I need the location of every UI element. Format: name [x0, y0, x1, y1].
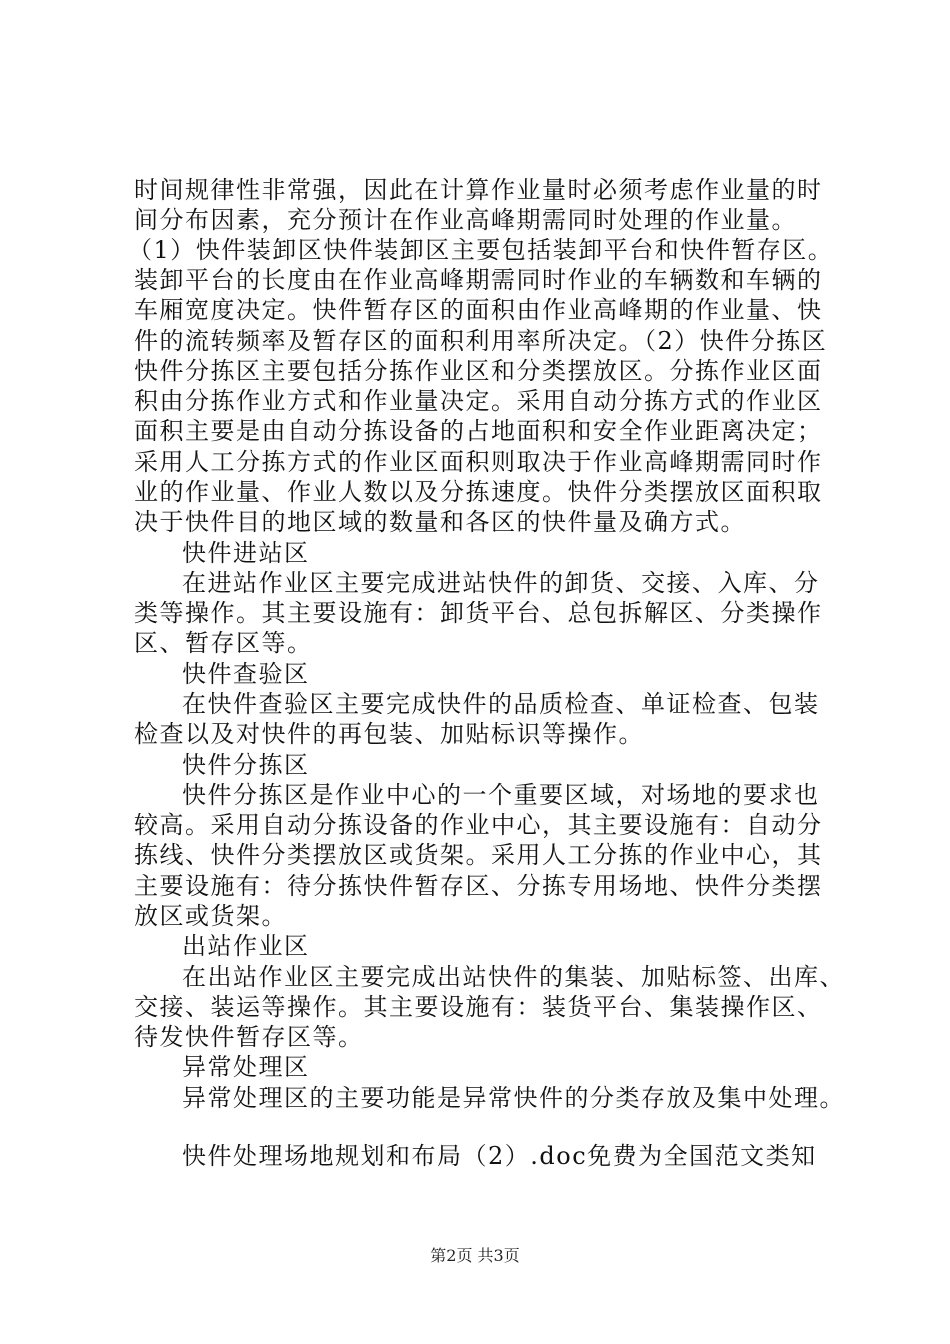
- section-heading: 快件分拣区: [182, 751, 310, 779]
- section-heading: 快件查验区: [182, 660, 310, 688]
- body-text-line: 主要设施有：待分拣快件暂存区、分拣专用场地、快件分类摆: [134, 872, 823, 900]
- body-text-line: 间分布因素，充分预计在作业高峰期需同时处理的作业量。: [134, 206, 797, 234]
- body-text-line: 时间规律性非常强，因此在计算作业量时必须考虑作业量的时: [134, 176, 823, 204]
- body-text-line: 较高。采用自动分拣设备的作业中心，其主要设施有：自动分: [134, 811, 823, 839]
- body-text-line: 待发快件暂存区等。: [134, 1023, 364, 1051]
- body-text-line: 车厢宽度决定。快件暂存区的面积由作业高峰期的作业量、快: [134, 296, 823, 324]
- document-source-line: 快件处理场地规划和布局（2）.doc免费为全国范文类知: [182, 1142, 817, 1170]
- body-text-line: 区、暂存区等。: [134, 629, 313, 657]
- body-text-line: 快件分拣区是作业中心的一个重要区域，对场地的要求也: [182, 781, 820, 809]
- body-text-line: 检查以及对快件的再包装、加贴标识等操作。: [134, 720, 644, 748]
- body-text-line: 异常处理区的主要功能是异常快件的分类存放及集中处理。: [182, 1084, 845, 1112]
- body-text-line: （1）快件装卸区快件装卸区主要包括装卸平台和快件暂存区。: [128, 236, 834, 264]
- section-heading: 出站作业区: [182, 932, 310, 960]
- body-text-line: 放区或货架。: [134, 902, 287, 930]
- body-text-line: 快件分拣区主要包括分拣作业区和分类摆放区。分拣作业区面: [134, 357, 823, 385]
- body-text-line: 拣线、快件分类摆放区或货架。采用人工分拣的作业中心，其: [134, 841, 823, 869]
- body-text-line: 在出站作业区主要完成出站快件的集装、加贴标签、出库、: [182, 963, 845, 991]
- body-text-line: 装卸平台的长度由在作业高峰期需同时作业的车辆数和车辆的: [134, 266, 823, 294]
- body-text-line: 积由分拣作业方式和作业量决定。采用自动分拣方式的作业区: [134, 387, 823, 415]
- body-text-line: 件的流转频率及暂存区的面积利用率所决定。（2）快件分拣区: [134, 327, 828, 355]
- page-number-footer: 第2页 共3页: [430, 1246, 520, 1265]
- body-text-line: 面积主要是由自动分拣设备的占地面积和安全作业距离决定；: [134, 417, 823, 445]
- body-text-line: 在快件查验区主要完成快件的品质检查、单证检查、包装: [182, 690, 820, 718]
- body-text-line: 类等操作。其主要设施有：卸货平台、总包拆解区、分类操作: [134, 599, 823, 627]
- body-text-line: 交接、装运等操作。其主要设施有：装货平台、集装操作区、: [134, 993, 823, 1021]
- body-text-line: 业的作业量、作业人数以及分拣速度。快件分类摆放区面积取: [134, 478, 823, 506]
- body-text-line: 采用人工分拣方式的作业区面积则取决于作业高峰期需同时作: [134, 448, 823, 476]
- section-heading: 异常处理区: [182, 1053, 310, 1081]
- section-heading: 快件进站区: [182, 539, 310, 567]
- body-text-line: 决于快件目的地区域的数量和各区的快件量及确方式。: [134, 508, 746, 536]
- body-text-line: 在进站作业区主要完成进站快件的卸货、交接、入库、分: [182, 569, 820, 597]
